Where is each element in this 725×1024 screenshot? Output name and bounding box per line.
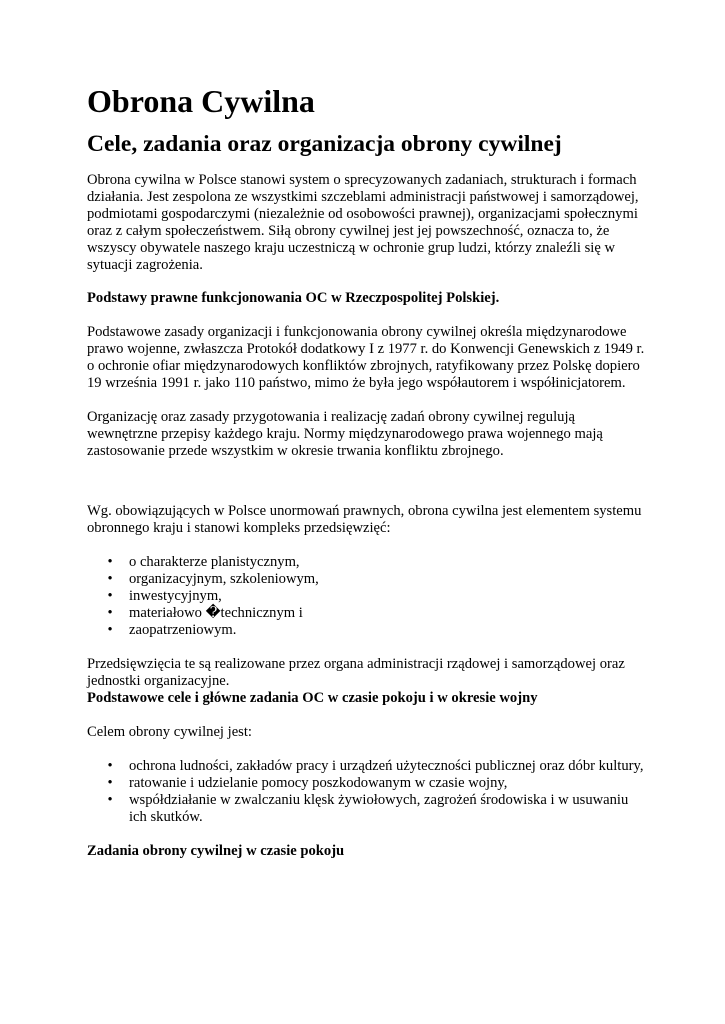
bullet-icon: • [107,758,113,774]
document-title: Obrona Cywilna [87,83,315,119]
legal-paragraph-3: Wg. obowiązujących w Polsce unormowań prawnych, obrona cywilna jest elementem systemu obronnego kraju i stanowi kompleks przedsięwzięć: [87,503,642,536]
list-item [107,571,647,588]
list-item [107,792,647,826]
bullet-icon: • [107,792,113,808]
legal-paragraph-2: Organizację oraz zasady przygotowania i realizację zadań obrony cywilnej regulują wewnętrzne przepisy każdego kraju. Normy międzynarodowego prawa wojennego mają zastosowanie przede wszystkim w okresie trwania konfliktu zbrojnego. [87,409,603,459]
list-item-text: ochrona ludności, zakładów pracy i urządzeń użyteczności publicznej oraz dóbr kultury, [129,758,644,774]
document-subtitle: Cele, zadania oraz organizacja obrony cywilnej [87,131,562,157]
list-item-text: materiałowo �technicznym i [129,605,303,621]
bullet-icon: • [107,554,113,570]
goals-intro: Celem obrony cywilnej jest: [87,724,252,740]
peace-tasks-heading: Zadania obrony cywilnej w czasie pokoju [87,843,345,859]
intro-paragraph: Obrona cywilna w Polsce stanowi system o sprecyzowanych zadaniach, strukturach i formach działania. Jest zespolona ze wszystkimi szczeblami administracji państwowej i samorządowej, podmiotami gospodarczymi (niezależnie od osobowości prawnej), organizacjami społecznymi oraz z całym społeczeństwem. Siłą obrony cywilnej jest jej powszechność, oznacza to, że wszyscy obywatele naszego kraju uczestniczą w ochronie grup ludzi, którzy znaleźli się w sytuacji zagrożenia. [87,172,639,273]
legal-heading: Podstawy prawne funkcjonowania OC w Rzeczpospolitej Polskiej. [87,290,500,306]
bullet-icon: • [107,588,113,604]
list-item-text: organizacyjnym, szkoleniowym, [129,571,319,587]
goals-heading: Podstawowe cele i główne zadania OC w czasie pokoju i w okresie wojny [87,690,538,706]
list-item-text: o charakterze planistycznym, [129,554,300,570]
bullet-icon: • [107,775,113,791]
list-item [107,775,647,792]
document-page [87,82,647,860]
bullet-icon: • [107,605,113,621]
legal-paragraph-1: Podstawowe zasady organizacji i funkcjonowania obrony cywilnej określa międzynarodowe prawo wojenne, zwłaszcza Protokół dodatkowy I z 1977 r. do Konwencji Genewskich z 1949 r. o ochronie ofiar międzynarodowych konfliktów zbrojnych, ratyfikowany przez Polskę dopiero 19 września 1991 r. jako 110 państwo, mimo że była jego współautorem i współinicjatorem. [87,324,645,391]
list-item-text: zaopatrzeniowym. [129,622,237,638]
list-item-text: ratowanie i udzielanie pomocy poszkodowanym w czasie wojny, [129,775,508,791]
list-item-text: współdziałanie w zwalczaniu klęsk żywiołowych, zagrożeń środowiska i w usuwaniu ich skutków. [129,792,629,825]
list-item [107,622,647,639]
list-item [107,588,647,605]
list-item [107,605,647,622]
list-item [107,554,647,571]
bullet-icon: • [107,622,113,638]
undertakings-list [87,554,647,639]
undertakings-note: Przedsięwzięcia te są realizowane przez organa administracji rządowej i samorządowej oraz jednostki organizacyjne. [87,656,625,689]
goals-list [87,758,647,826]
list-item-text: inwestycyjnym, [129,588,222,604]
bullet-icon: • [107,571,113,587]
list-item [107,758,647,775]
